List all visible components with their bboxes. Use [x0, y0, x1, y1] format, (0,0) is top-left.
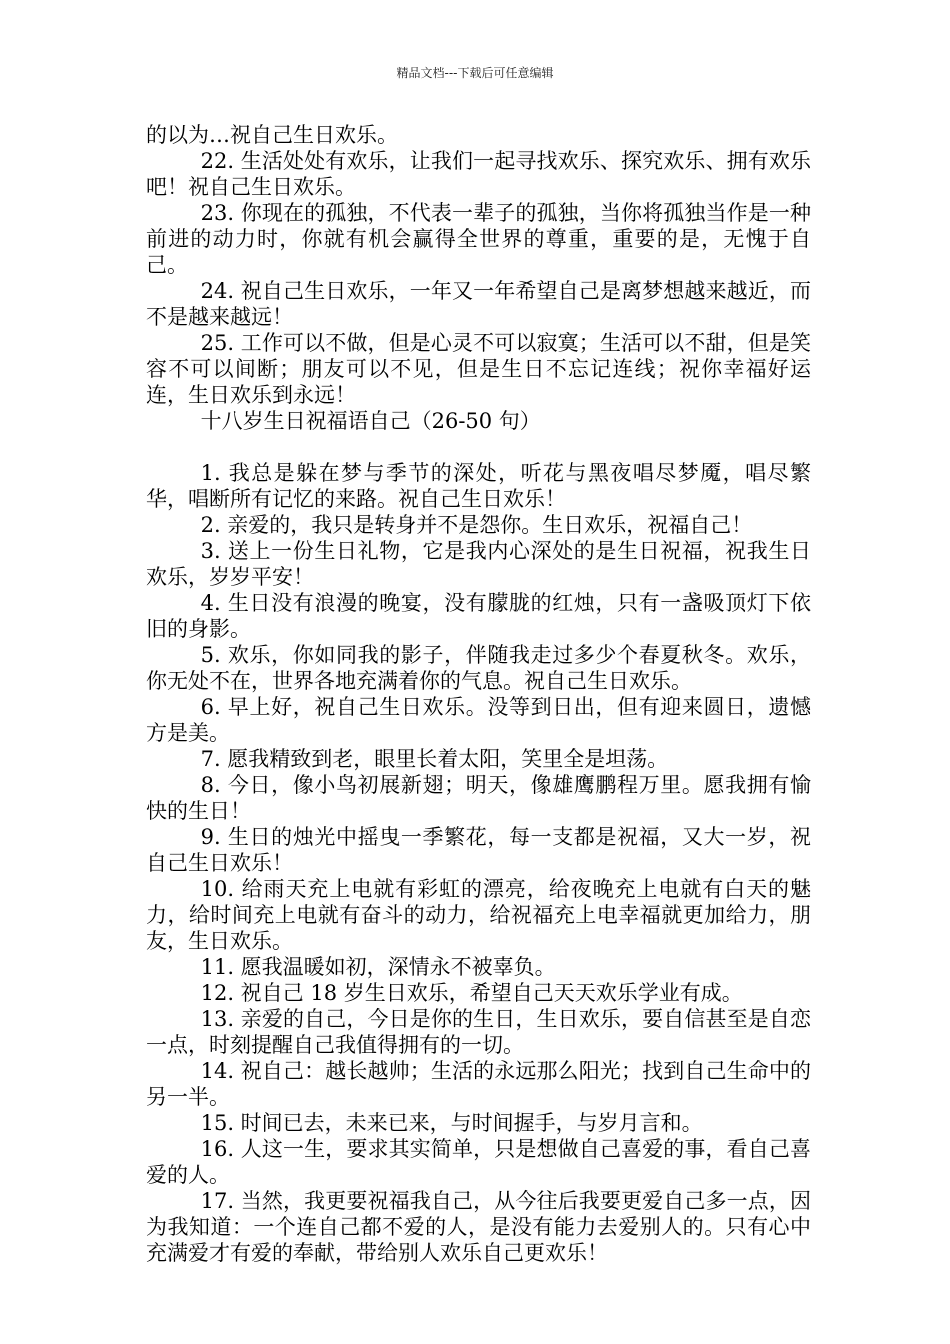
paragraph: 23. 你现在的孤独，不代表一辈子的孤独，当你将孤独当作是一种前进的动力时，你就有机会赢得全世界的尊重，重要的是，无愧于自己。 — [146, 201, 811, 277]
paragraph: 15. 时间已去，未来已来，与时间握手，与岁月言和。 — [200, 1111, 703, 1135]
paragraph: 1. 我总是躲在梦与季节的深处，听花与黑夜唱尽梦魇，唱尽繁华，唱断所有记忆的来路。祝自己生日欢乐！ — [146, 461, 811, 511]
paragraph: 6. 早上好，祝自己生日欢乐。没等到日出，但有迎来圆日，遗憾方是美。 — [146, 695, 811, 745]
section-title: 十八岁生日祝福语自己（26-50 句） — [200, 409, 541, 433]
continuation-paragraph: 的以为…祝自己生日欢乐。 — [146, 123, 398, 147]
paragraph: 9. 生日的烛光中摇曳一季繁花，每一支都是祝福，又大一岁，祝自己生日欢乐！ — [146, 825, 811, 875]
paragraph: 16. 人这一生，要求其实简单，只是想做自己喜爱的事，看自己喜爱的人。 — [146, 1137, 811, 1187]
paragraph: 8. 今日，像小鸟初展新翅；明天，像雄鹰鹏程万里。愿我拥有愉快的生日！ — [146, 773, 811, 823]
paragraph: 22. 生活处处有欢乐，让我们一起寻找欢乐、探究欢乐、拥有欢乐吧！祝自己生日欢乐。 — [146, 149, 811, 199]
paragraph: 14. 祝自己：越长越帅；生活的永远那么阳光；找到自己生命中的另一半。 — [146, 1059, 811, 1109]
paragraph: 5. 欢乐，你如同我的影子，伴随我走过多少个春夏秋冬。欢乐，你无处不在，世界各地充满着你的气息。祝自己生日欢乐。 — [146, 643, 811, 693]
blank-line — [146, 434, 811, 460]
paragraph: 24. 祝自己生日欢乐，一年又一年希望自己是离梦想越来越近，而不是越来越远！ — [146, 279, 811, 329]
paragraph: 10. 给雨天充上电就有彩虹的漂亮，给夜晚充上电就有白天的魅力，给时间充上电就有奋斗的动力，给祝福充上电幸福就更加给力，朋友，生日欢乐。 — [146, 877, 811, 953]
paragraph: 4. 生日没有浪漫的晚宴，没有朦胧的红烛，只有一盏吸顶灯下依旧的身影。 — [146, 591, 811, 641]
paragraph: 3. 送上一份生日礼物，它是我内心深处的是生日祝福，祝我生日欢乐，岁岁平安！ — [146, 539, 811, 589]
document-body — [146, 122, 811, 1266]
paragraph: 13. 亲爱的自己，今日是你的生日，生日欢乐，要自信甚至是自恋一点，时刻提醒自己我值得拥有的一切。 — [146, 1007, 811, 1057]
paragraph: 25. 工作可以不做，但是心灵不可以寂寞；生活可以不甜，但是笑容不可以间断；朋友可以不见，但是生日不忘记连线；祝你幸福好运连，生日欢乐到永远！ — [146, 331, 811, 407]
paragraph: 11. 愿我温暖如初，深情永不被辜负。 — [200, 955, 556, 979]
paragraph: 17. 当然，我更要祝福我自己，从今往后我要更爱自己多一点，因为我知道：一个连自己都不爱的人，是没有能力去爱别人的。只有心中充满爱才有爱的奉献，带给别人欢乐自己更欢乐！ — [146, 1189, 811, 1265]
page-header: 精品文档---下载后可任意编辑 — [396, 66, 554, 80]
paragraph: 12. 祝自己 18 岁生日欢乐，希望自己天天欢乐学业有成。 — [200, 981, 743, 1005]
paragraph: 2. 亲爱的，我只是转身并不是怨你。生日欢乐，祝福自己！ — [200, 513, 753, 537]
paragraph: 7. 愿我精致到老，眼里长着太阳，笑里全是坦荡。 — [200, 747, 669, 771]
